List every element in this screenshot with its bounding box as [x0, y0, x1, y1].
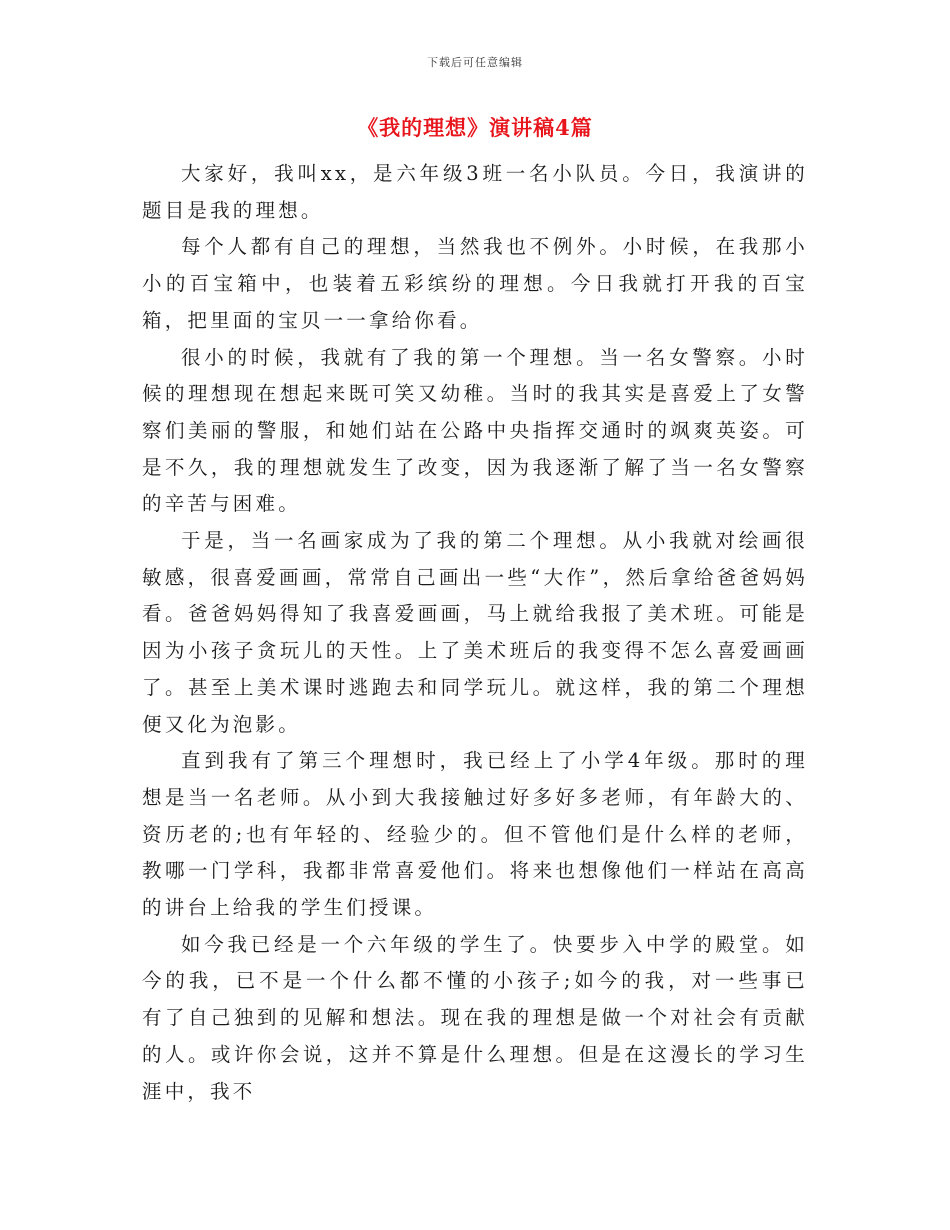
header-note: 下载后可任意编辑	[427, 56, 523, 69]
paragraph-3: 很小的时候，我就有了我的第一个理想。当一名女警察。小时候的理想现在想起来既可笑又幼稚。当时的我其实是喜爱上了女警察们美丽的警服，和她们站在公路中央指挥交通时的飒爽英姿。可是不久，我的理想就发生了改变，因为我逐渐了解了当一名女警察的辛苦与困难。	[142, 345, 808, 516]
document-body	[142, 156, 808, 1110]
paragraph-4: 于是，当一名画家成为了我的第二个理想。从小我就对绘画很敏感，很喜爱画画，常常自己画出一些“大作”，然后拿给爸爸妈妈看。爸爸妈妈得知了我喜爱画画，马上就给我报了美术班。可能是因为小孩子贪玩儿的天性。上了美术班后的我变得不怎么喜爱画画了。甚至上美术课时逃跑去和同学玩儿。就这样，我的第二个理想便又化为泡影。	[142, 529, 808, 736]
paragraph-1: 大家好，我叫xx，是六年级3班一名小队员。今日，我演讲的题目是我的理想。	[142, 162, 808, 222]
paragraph-5: 直到我有了第三个理想时，我已经上了小学4年级。那时的理想是当一名老师。从小到大我接触过好多好多老师，有年龄大的、资历老的;也有年轻的、经验少的。但不管他们是什么样的老师，教哪一门学科，我都非常喜爱他们。将来也想像他们一样站在高高的讲台上给我的学生们授课。	[142, 749, 808, 920]
paragraph-2: 每个人都有自己的理想，当然我也不例外。小时候，在我那小小的百宝箱中，也装着五彩缤纷的理想。今日我就打开我的百宝箱，把里面的宝贝一一拿给你看。	[142, 235, 808, 332]
paragraph-6: 如今我已经是一个六年级的学生了。快要步入中学的殿堂。如今的我，已不是一个什么都不懂的小孩子;如今的我，对一些事已有了自己独到的见解和想法。现在我的理想是做一个对社会有贡献的人。或许你会说，这并不算是什么理想。但是在这漫长的学习生涯中，我不	[142, 932, 808, 1103]
document-title: 《我的理想》演讲稿4篇	[357, 115, 593, 140]
